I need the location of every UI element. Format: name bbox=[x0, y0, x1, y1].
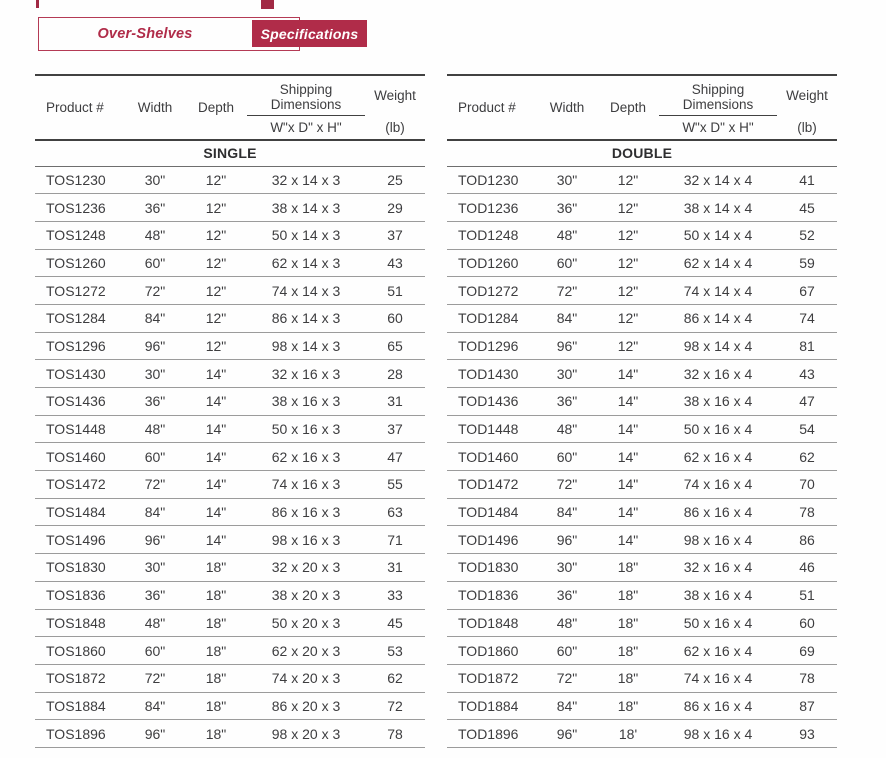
cell-width: 84" bbox=[125, 498, 185, 526]
cell-product: TOS1472 bbox=[35, 471, 125, 499]
cell-product: TOS1848 bbox=[35, 609, 125, 637]
cell-width: 96" bbox=[537, 720, 597, 748]
table-row bbox=[35, 609, 425, 637]
cell-depth: 18" bbox=[185, 581, 247, 609]
table-row bbox=[447, 471, 837, 499]
cell-weight: 78 bbox=[777, 664, 837, 692]
cell-width: 84" bbox=[125, 304, 185, 332]
cell-dims: 32 x 14 x 3 bbox=[247, 166, 365, 194]
cell-depth: 14" bbox=[185, 498, 247, 526]
cell-weight: 62 bbox=[365, 664, 425, 692]
column-subheader-shipping-units: W"x D" x H" bbox=[270, 119, 342, 135]
cell-product: TOD1248 bbox=[447, 221, 537, 249]
cell-product: TOS1884 bbox=[35, 692, 125, 720]
cell-weight: 33 bbox=[365, 581, 425, 609]
cell-dims: 62 x 14 x 3 bbox=[247, 249, 365, 277]
cell-weight: 67 bbox=[777, 277, 837, 305]
cell-product: TOS1860 bbox=[35, 637, 125, 665]
cell-dims: 62 x 16 x 4 bbox=[659, 637, 777, 665]
cell-dims: 50 x 14 x 4 bbox=[659, 221, 777, 249]
section-header-single: SINGLE bbox=[35, 140, 425, 166]
cell-depth: 18" bbox=[597, 664, 659, 692]
cell-depth: 14" bbox=[597, 415, 659, 443]
cell-depth: 18" bbox=[597, 637, 659, 665]
cell-width: 36" bbox=[537, 194, 597, 222]
cell-dims: 86 x 14 x 4 bbox=[659, 304, 777, 332]
cell-dims: 74 x 16 x 3 bbox=[247, 471, 365, 499]
cell-product: TOD1272 bbox=[447, 277, 537, 305]
cell-depth: 18" bbox=[185, 720, 247, 748]
cell-depth: 14" bbox=[597, 388, 659, 416]
cell-dims: 50 x 16 x 4 bbox=[659, 415, 777, 443]
table-row bbox=[35, 581, 425, 609]
table-row bbox=[35, 166, 425, 194]
cell-width: 96" bbox=[125, 720, 185, 748]
column-subheader-weight-units: (lb) bbox=[385, 119, 405, 135]
cell-product: TOS1284 bbox=[35, 304, 125, 332]
cell-depth: 18" bbox=[185, 664, 247, 692]
cell-depth: 14" bbox=[597, 471, 659, 499]
cell-dims: 32 x 16 x 4 bbox=[659, 360, 777, 388]
column-subheader-shipping-units: W"x D" x H" bbox=[682, 119, 754, 135]
cell-width: 30" bbox=[537, 166, 597, 194]
top-crop-mark-left bbox=[36, 0, 39, 8]
cell-weight: 51 bbox=[777, 581, 837, 609]
column-header-product: Product # bbox=[458, 100, 516, 115]
table-row bbox=[35, 720, 425, 748]
cell-depth: 18" bbox=[597, 609, 659, 637]
cell-product: TOS1460 bbox=[35, 443, 125, 471]
cell-width: 48" bbox=[125, 415, 185, 443]
cell-dims: 62 x 16 x 4 bbox=[659, 443, 777, 471]
cell-width: 30" bbox=[537, 554, 597, 582]
column-header-shipping: Shipping Dimensions bbox=[659, 75, 777, 115]
table-row bbox=[447, 332, 837, 360]
cell-product: TOS1896 bbox=[35, 720, 125, 748]
single-table-body bbox=[35, 166, 425, 747]
cell-dims: 50 x 14 x 3 bbox=[247, 221, 365, 249]
cell-dims: 38 x 16 x 4 bbox=[659, 388, 777, 416]
cell-width: 84" bbox=[537, 304, 597, 332]
column-header-product: Product # bbox=[46, 100, 104, 115]
cell-depth: 14" bbox=[185, 443, 247, 471]
cell-depth: 12" bbox=[597, 166, 659, 194]
cell-product: TOD1236 bbox=[447, 194, 537, 222]
cell-depth: 12" bbox=[185, 221, 247, 249]
cell-dims: 74 x 14 x 3 bbox=[247, 277, 365, 305]
cell-dims: 32 x 20 x 3 bbox=[247, 554, 365, 582]
cell-weight: 54 bbox=[777, 415, 837, 443]
cell-weight: 71 bbox=[365, 526, 425, 554]
cell-dims: 74 x 20 x 3 bbox=[247, 664, 365, 692]
table-row bbox=[35, 304, 425, 332]
cell-depth: 12" bbox=[597, 194, 659, 222]
cell-weight: 87 bbox=[777, 692, 837, 720]
cell-weight: 25 bbox=[365, 166, 425, 194]
single-shelves-table bbox=[35, 74, 425, 748]
cell-dims: 38 x 20 x 3 bbox=[247, 581, 365, 609]
cell-weight: 31 bbox=[365, 388, 425, 416]
cell-dims: 98 x 16 x 4 bbox=[659, 526, 777, 554]
cell-product: TOD1296 bbox=[447, 332, 537, 360]
cell-width: 96" bbox=[125, 526, 185, 554]
cell-weight: 81 bbox=[777, 332, 837, 360]
table-row bbox=[35, 221, 425, 249]
cell-product: TOD1484 bbox=[447, 498, 537, 526]
cell-width: 48" bbox=[125, 221, 185, 249]
cell-dims: 98 x 20 x 3 bbox=[247, 720, 365, 748]
double-shelves-table bbox=[447, 74, 837, 748]
cell-width: 72" bbox=[125, 471, 185, 499]
table-row bbox=[447, 692, 837, 720]
table-row bbox=[447, 304, 837, 332]
cell-weight: 63 bbox=[365, 498, 425, 526]
cell-product: TOD1836 bbox=[447, 581, 537, 609]
cell-dims: 98 x 14 x 3 bbox=[247, 332, 365, 360]
table-row bbox=[35, 443, 425, 471]
table-row bbox=[35, 277, 425, 305]
cell-width: 84" bbox=[125, 692, 185, 720]
cell-product: TOS1830 bbox=[35, 554, 125, 582]
column-header-weight: Weight bbox=[786, 88, 828, 103]
table-row bbox=[35, 360, 425, 388]
cell-product: TOD1830 bbox=[447, 554, 537, 582]
cell-weight: 41 bbox=[777, 166, 837, 194]
table-row bbox=[447, 194, 837, 222]
cell-dims: 32 x 16 x 3 bbox=[247, 360, 365, 388]
cell-weight: 78 bbox=[777, 498, 837, 526]
cell-product: TOD1260 bbox=[447, 249, 537, 277]
cell-dims: 74 x 16 x 4 bbox=[659, 471, 777, 499]
cell-weight: 29 bbox=[365, 194, 425, 222]
table-row bbox=[35, 388, 425, 416]
cell-weight: 69 bbox=[777, 637, 837, 665]
cell-width: 30" bbox=[125, 166, 185, 194]
cell-weight: 55 bbox=[365, 471, 425, 499]
cell-width: 60" bbox=[125, 443, 185, 471]
cell-depth: 12" bbox=[185, 277, 247, 305]
column-header-depth: Depth bbox=[609, 100, 647, 115]
cell-width: 48" bbox=[537, 609, 597, 637]
cell-product: TOS1484 bbox=[35, 498, 125, 526]
cell-depth: 18" bbox=[185, 637, 247, 665]
cell-depth: 12" bbox=[597, 304, 659, 332]
table-row bbox=[447, 637, 837, 665]
cell-depth: 14" bbox=[597, 443, 659, 471]
cell-depth: 18" bbox=[597, 581, 659, 609]
cell-depth: 14" bbox=[597, 526, 659, 554]
cell-dims: 62 x 14 x 4 bbox=[659, 249, 777, 277]
cell-width: 72" bbox=[125, 277, 185, 305]
cell-product: TOD1284 bbox=[447, 304, 537, 332]
cell-product: TOD1884 bbox=[447, 692, 537, 720]
column-header-width: Width bbox=[549, 100, 585, 115]
cell-depth: 18" bbox=[597, 554, 659, 582]
cell-depth: 12" bbox=[185, 166, 247, 194]
cell-product: TOD1448 bbox=[447, 415, 537, 443]
cell-weight: 47 bbox=[365, 443, 425, 471]
cell-width: 48" bbox=[537, 221, 597, 249]
table-row bbox=[35, 637, 425, 665]
cell-depth: 18" bbox=[185, 609, 247, 637]
cell-weight: 86 bbox=[777, 526, 837, 554]
table-row bbox=[35, 498, 425, 526]
cell-depth: 14" bbox=[185, 526, 247, 554]
cell-dims: 38 x 14 x 4 bbox=[659, 194, 777, 222]
table-row bbox=[447, 443, 837, 471]
cell-product: TOS1872 bbox=[35, 664, 125, 692]
column-header-depth: Depth bbox=[197, 100, 235, 115]
table-row bbox=[35, 249, 425, 277]
cell-product: TOD1230 bbox=[447, 166, 537, 194]
cell-depth: 14" bbox=[597, 498, 659, 526]
column-header-shipping: Shipping Dimensions bbox=[247, 75, 365, 115]
cell-weight: 70 bbox=[777, 471, 837, 499]
table-row bbox=[35, 664, 425, 692]
cell-product: TOS1496 bbox=[35, 526, 125, 554]
cell-weight: 59 bbox=[777, 249, 837, 277]
table-row bbox=[35, 692, 425, 720]
cell-width: 60" bbox=[125, 249, 185, 277]
cell-weight: 46 bbox=[777, 554, 837, 582]
cell-weight: 43 bbox=[365, 249, 425, 277]
cell-weight: 93 bbox=[777, 720, 837, 748]
cell-dims: 86 x 14 x 3 bbox=[247, 304, 365, 332]
cell-width: 96" bbox=[537, 526, 597, 554]
cell-weight: 37 bbox=[365, 415, 425, 443]
specifications-tab: Specifications bbox=[252, 20, 367, 47]
cell-product: TOD1896 bbox=[447, 720, 537, 748]
cell-width: 60" bbox=[125, 637, 185, 665]
cell-weight: 60 bbox=[777, 609, 837, 637]
cell-weight: 45 bbox=[365, 609, 425, 637]
cell-dims: 86 x 20 x 3 bbox=[247, 692, 365, 720]
double-table-body bbox=[447, 166, 837, 747]
cell-depth: 12" bbox=[185, 194, 247, 222]
cell-depth: 12" bbox=[597, 221, 659, 249]
table-row bbox=[35, 332, 425, 360]
cell-weight: 51 bbox=[365, 277, 425, 305]
column-subheader-weight-units: (lb) bbox=[797, 119, 817, 135]
cell-dims: 98 x 14 x 4 bbox=[659, 332, 777, 360]
cell-width: 48" bbox=[537, 415, 597, 443]
cell-dims: 74 x 14 x 4 bbox=[659, 277, 777, 305]
table-row bbox=[35, 194, 425, 222]
cell-product: TOS1248 bbox=[35, 221, 125, 249]
cell-depth: 12" bbox=[185, 332, 247, 360]
cell-width: 36" bbox=[125, 581, 185, 609]
table-row bbox=[447, 581, 837, 609]
cell-weight: 37 bbox=[365, 221, 425, 249]
cell-depth: 14" bbox=[185, 388, 247, 416]
column-header-weight: Weight bbox=[374, 88, 416, 103]
cell-depth: 14" bbox=[185, 471, 247, 499]
cell-weight: 62 bbox=[777, 443, 837, 471]
table-row bbox=[447, 664, 837, 692]
cell-weight: 65 bbox=[365, 332, 425, 360]
cell-width: 36" bbox=[537, 581, 597, 609]
cell-width: 36" bbox=[537, 388, 597, 416]
cell-product: TOD1460 bbox=[447, 443, 537, 471]
table-row bbox=[447, 498, 837, 526]
cell-product: TOD1430 bbox=[447, 360, 537, 388]
table-row bbox=[35, 471, 425, 499]
cell-product: TOD1860 bbox=[447, 637, 537, 665]
table-row bbox=[35, 554, 425, 582]
table-header bbox=[447, 75, 837, 140]
cell-depth: 14" bbox=[185, 415, 247, 443]
cell-dims: 32 x 14 x 4 bbox=[659, 166, 777, 194]
table-row bbox=[35, 526, 425, 554]
cell-depth: 18" bbox=[185, 554, 247, 582]
table-row bbox=[447, 526, 837, 554]
cell-dims: 50 x 16 x 4 bbox=[659, 609, 777, 637]
cell-width: 72" bbox=[537, 277, 597, 305]
cell-dims: 98 x 16 x 3 bbox=[247, 526, 365, 554]
top-crop-mark-right bbox=[261, 0, 274, 9]
cell-product: TOS1236 bbox=[35, 194, 125, 222]
cell-depth: 12" bbox=[185, 304, 247, 332]
table-row bbox=[447, 249, 837, 277]
cell-product: TOD1848 bbox=[447, 609, 537, 637]
cell-depth: 12" bbox=[597, 277, 659, 305]
cell-dims: 38 x 14 x 3 bbox=[247, 194, 365, 222]
cell-depth: 18" bbox=[597, 692, 659, 720]
cell-width: 48" bbox=[125, 609, 185, 637]
cell-product: TOD1872 bbox=[447, 664, 537, 692]
cell-weight: 28 bbox=[365, 360, 425, 388]
cell-product: TOS1436 bbox=[35, 388, 125, 416]
cell-weight: 45 bbox=[777, 194, 837, 222]
cell-weight: 53 bbox=[365, 637, 425, 665]
cell-width: 60" bbox=[537, 443, 597, 471]
cell-dims: 32 x 16 x 4 bbox=[659, 554, 777, 582]
cell-width: 60" bbox=[537, 249, 597, 277]
cell-product: TOS1230 bbox=[35, 166, 125, 194]
cell-product: TOD1472 bbox=[447, 471, 537, 499]
cell-width: 60" bbox=[537, 637, 597, 665]
cell-dims: 62 x 20 x 3 bbox=[247, 637, 365, 665]
table-header bbox=[35, 75, 425, 140]
table-row bbox=[447, 720, 837, 748]
cell-weight: 78 bbox=[365, 720, 425, 748]
cell-weight: 60 bbox=[365, 304, 425, 332]
cell-weight: 47 bbox=[777, 388, 837, 416]
table-row bbox=[447, 388, 837, 416]
cell-width: 36" bbox=[125, 388, 185, 416]
cell-product: TOS1448 bbox=[35, 415, 125, 443]
cell-weight: 52 bbox=[777, 221, 837, 249]
cell-width: 36" bbox=[125, 194, 185, 222]
cell-width: 96" bbox=[125, 332, 185, 360]
cell-dims: 86 x 16 x 3 bbox=[247, 498, 365, 526]
cell-dims: 50 x 16 x 3 bbox=[247, 415, 365, 443]
cell-product: TOS1296 bbox=[35, 332, 125, 360]
cell-weight: 31 bbox=[365, 554, 425, 582]
section-header-double: DOUBLE bbox=[447, 140, 837, 166]
cell-depth: 18" bbox=[185, 692, 247, 720]
cell-product: TOS1260 bbox=[35, 249, 125, 277]
cell-width: 30" bbox=[125, 360, 185, 388]
cell-weight: 43 bbox=[777, 360, 837, 388]
cell-depth: 14" bbox=[597, 360, 659, 388]
cell-product: TOS1836 bbox=[35, 581, 125, 609]
cell-product: TOS1430 bbox=[35, 360, 125, 388]
table-row bbox=[447, 360, 837, 388]
cell-dims: 74 x 16 x 4 bbox=[659, 664, 777, 692]
cell-width: 30" bbox=[125, 554, 185, 582]
cell-dims: 50 x 20 x 3 bbox=[247, 609, 365, 637]
cell-dims: 86 x 16 x 4 bbox=[659, 498, 777, 526]
cell-weight: 72 bbox=[365, 692, 425, 720]
column-header-width: Width bbox=[137, 100, 173, 115]
table-row bbox=[447, 554, 837, 582]
cell-width: 84" bbox=[537, 498, 597, 526]
cell-width: 72" bbox=[537, 664, 597, 692]
table-row bbox=[35, 415, 425, 443]
cell-depth: 14" bbox=[185, 360, 247, 388]
cell-dims: 38 x 16 x 4 bbox=[659, 581, 777, 609]
cell-width: 72" bbox=[537, 471, 597, 499]
cell-product: TOD1436 bbox=[447, 388, 537, 416]
cell-width: 96" bbox=[537, 332, 597, 360]
cell-width: 84" bbox=[537, 692, 597, 720]
cell-depth: 12" bbox=[597, 249, 659, 277]
cell-width: 30" bbox=[537, 360, 597, 388]
table-row bbox=[447, 277, 837, 305]
table-row bbox=[447, 609, 837, 637]
cell-dims: 86 x 16 x 4 bbox=[659, 692, 777, 720]
cell-depth: 18' bbox=[597, 720, 659, 748]
cell-weight: 74 bbox=[777, 304, 837, 332]
table-row bbox=[447, 415, 837, 443]
cell-dims: 62 x 16 x 3 bbox=[247, 443, 365, 471]
table-row bbox=[447, 221, 837, 249]
table-row bbox=[447, 166, 837, 194]
cell-width: 72" bbox=[125, 664, 185, 692]
cell-depth: 12" bbox=[597, 332, 659, 360]
over-shelves-tab: Over-Shelves bbox=[97, 26, 193, 42]
cell-dims: 98 x 16 x 4 bbox=[659, 720, 777, 748]
cell-dims: 38 x 16 x 3 bbox=[247, 388, 365, 416]
cell-depth: 12" bbox=[185, 249, 247, 277]
cell-product: TOS1272 bbox=[35, 277, 125, 305]
cell-product: TOD1496 bbox=[447, 526, 537, 554]
